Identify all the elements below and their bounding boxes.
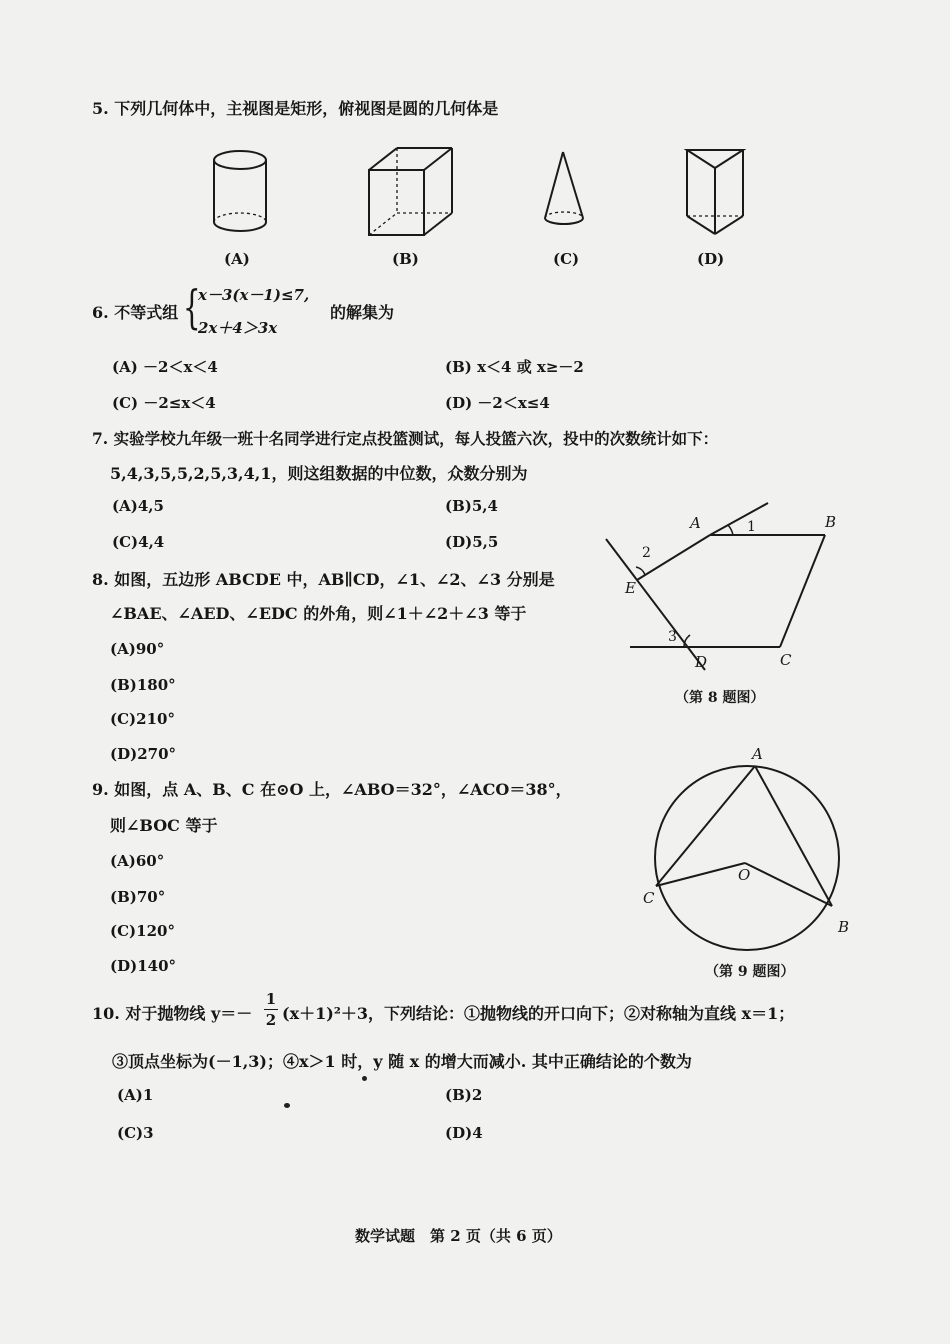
- q7-line2: 5,4,3,5,5,2,5,3,4,1，则这组数据的中位数，众数分别为: [110, 464, 528, 483]
- q10-fraction: [264, 990, 278, 1029]
- q5-label-d: (D): [697, 250, 725, 268]
- scan-speck: [362, 1076, 367, 1081]
- angle-2-label: 2: [642, 545, 651, 561]
- page-footer: 数学试题 第 2 页（共 6 页）: [355, 1227, 562, 1245]
- q10-option-d: (D)4: [445, 1124, 483, 1142]
- circle-point-a: A: [752, 745, 763, 763]
- point-a-label: A: [690, 514, 701, 532]
- point-c-label: C: [780, 651, 792, 669]
- q8-option-b: (B)180°: [110, 676, 176, 694]
- cube-figure: [369, 148, 452, 235]
- q10-line2: ③顶点坐标为(－1,3)；④x＞1 时，y 随 x 的增大而减小. 其中正确结论的个数为: [112, 1052, 692, 1071]
- q6-brace: {: [183, 280, 201, 334]
- q8-line2: ∠BAE、∠AED、∠EDC 的外角，则∠1＋∠2＋∠3 等于: [110, 604, 527, 623]
- point-d-label: D: [695, 653, 708, 671]
- angle-3-label: 3: [668, 629, 677, 645]
- q10-frac-num: 1: [265, 990, 277, 1008]
- cone-figure: [545, 152, 583, 224]
- solid-figures: [195, 140, 755, 280]
- pentagon-figure: [600, 495, 860, 725]
- q9-figure-caption: （第 9 题图）: [705, 964, 795, 980]
- q7-option-d: (D)5,5: [445, 533, 499, 551]
- prism-figure: [687, 150, 743, 234]
- scan-speck: [284, 1103, 290, 1108]
- q8-line1: 8. 如图，五边形 ABCDE 中，AB∥CD，∠1、∠2、∠3 分别是: [92, 570, 555, 589]
- q6-option-d: (D) －2＜x≤4: [445, 394, 550, 412]
- circle-point-b: B: [838, 918, 850, 936]
- circle-point-c: C: [643, 889, 655, 907]
- q7-line1: 7. 实验学校九年级一班十名同学进行定点投篮测试，每人投篮六次，投中的次数统计如下：: [92, 429, 719, 448]
- q8-option-d: (D)270°: [110, 745, 177, 763]
- q6-line2: 2x＋4＞3x: [198, 319, 278, 337]
- q9-line1: 9. 如图，点 A、B、C 在⊙O 上，∠ABO＝32°，∠ACO＝38°，: [92, 780, 572, 799]
- q8-figure-caption: （第 8 题图）: [675, 690, 765, 706]
- q10-option-c: (C)3: [117, 1124, 154, 1142]
- cylinder-figure: [214, 151, 266, 231]
- point-e-label: E: [625, 579, 636, 597]
- circle-figure: [635, 740, 865, 985]
- q9-option-b: (B)70°: [110, 888, 166, 906]
- q9-option-a: (A)60°: [110, 852, 165, 870]
- q7-option-a: (A)4,5: [112, 497, 164, 515]
- q8-option-a: (A)90°: [110, 640, 165, 658]
- circle-point-o: O: [738, 866, 751, 884]
- q9-line2: 则∠BOC 等于: [110, 816, 218, 835]
- angle-1-label: 1: [747, 519, 756, 535]
- point-b-label: B: [825, 513, 837, 531]
- q10-pre: 10. 对于抛物线 y＝－: [92, 1004, 253, 1023]
- q6-line1: x－3(x－1)≤7,: [198, 286, 310, 304]
- q6-option-c: (C) －2≤x＜4: [112, 394, 216, 412]
- q7-option-b: (B)5,4: [445, 497, 498, 515]
- q10-post: (x＋1)²＋3，下列结论：①抛物线的开口向下；②对称轴为直线 x＝1；: [282, 1004, 795, 1023]
- q10-option-b: (B)2: [445, 1086, 483, 1104]
- q6-prefix: 6. 不等式组: [92, 303, 179, 322]
- q5-label-b: (B): [392, 250, 419, 268]
- q6-suffix: 的解集为: [330, 303, 395, 322]
- q10-option-a: (A)1: [117, 1086, 154, 1104]
- q5-stem: 5. 下列几何体中，主视图是矩形，俯视图是圆的几何体是: [92, 99, 499, 118]
- q10-frac-den: 2: [265, 1011, 277, 1029]
- q5-label-c: (C): [553, 250, 580, 268]
- q6-option-a: (A) －2＜x＜4: [112, 358, 218, 376]
- q9-option-c: (C)120°: [110, 922, 175, 940]
- q7-option-c: (C)4,4: [112, 533, 165, 551]
- q6-option-b: (B) x＜4 或 x≥－2: [445, 358, 584, 376]
- q9-option-d: (D)140°: [110, 957, 177, 975]
- q5-label-a: (A): [224, 250, 250, 268]
- q8-option-c: (C)210°: [110, 710, 175, 728]
